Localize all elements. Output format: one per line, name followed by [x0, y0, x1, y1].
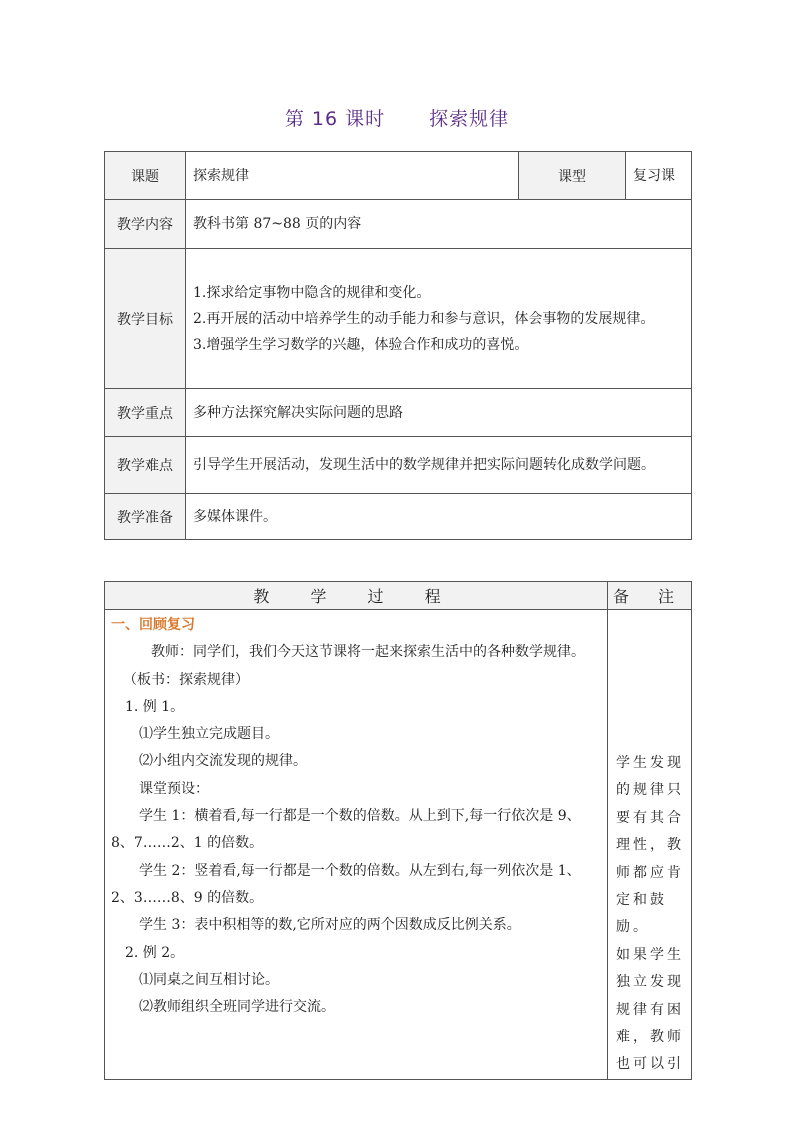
row-goals — [105, 249, 692, 389]
process-body-row — [105, 610, 692, 1080]
row-difficulty — [105, 437, 692, 494]
remark-line: 难，教师 — [616, 1029, 684, 1046]
student-answer: 学生 3：表中积相等的数,它所对应的两个因数成反比例关系。 — [139, 917, 521, 934]
goal-item: 1.探求给定事物中隐含的规律和变化。 — [193, 284, 431, 301]
remark-line: 理性，教 — [616, 837, 684, 854]
type-value: 复习课 — [626, 152, 692, 200]
key-value: 多种方法探究解决实际问题的思路 — [186, 389, 692, 437]
goals-list — [186, 249, 692, 389]
prep-label: 教学准备 — [105, 494, 186, 540]
row-prep — [105, 494, 692, 540]
example-step: ⑴学生独立完成题目。 — [139, 726, 279, 743]
remark-line: 也可以引 — [616, 1056, 684, 1073]
difficulty-label: 教学难点 — [105, 437, 186, 494]
preset-label: 课堂预设： — [139, 780, 209, 797]
remark-line: 如果学生 — [616, 946, 684, 963]
lesson-name: 探索规律 — [429, 108, 510, 130]
type-label: 课型 — [519, 152, 626, 200]
row-content — [105, 200, 692, 249]
key-label: 教学重点 — [105, 389, 186, 437]
example-step: ⑵小组内交流发现的规律。 — [139, 753, 307, 770]
teacher-intro: 教师：同学们，我们今天这节课将一起来探索生活中的各种数学规律。（板书：探索规律） — [123, 644, 585, 688]
row-topic — [105, 152, 692, 200]
prep-value: 多媒体课件。 — [186, 494, 692, 540]
remark-line: 要有其合 — [616, 809, 684, 826]
teaching-process-table — [104, 581, 692, 1080]
example-title: 2. 例 2。 — [125, 944, 185, 961]
remark-line: 定和鼓励。 — [616, 892, 667, 936]
content-label: 教学内容 — [105, 200, 186, 249]
example-title: 1. 例 1。 — [125, 698, 185, 715]
remark-content — [608, 610, 692, 1080]
remark-line: 学生发现 — [616, 755, 684, 771]
topic-label: 课题 — [105, 152, 186, 200]
process-header-row — [105, 582, 692, 610]
remark-line: 独立发现 — [616, 974, 684, 991]
goals-label: 教学目标 — [105, 249, 186, 389]
remark-line: 的规律只 — [616, 782, 684, 799]
student-answer: 学生 1：横着看,每一行都是一个数的倍数。从上到下,每一行依次是 9、8、7……2、1 的倍数。 — [111, 808, 581, 852]
goal-item: 2.再开展的活动中培养学生的动手能力和参与意识，体会事物的发展规律。 — [193, 310, 655, 327]
section-title: 一、回顾复习 — [111, 617, 195, 633]
process-header: 教 学 过 程 — [105, 582, 608, 610]
lesson-info-table — [104, 151, 692, 540]
example-step: ⑵教师组织全班同学进行交流。 — [139, 999, 335, 1016]
example-step: ⑴同桌之间互相讨论。 — [139, 971, 279, 988]
topic-value: 探索规律 — [186, 152, 519, 200]
process-content — [105, 610, 608, 1080]
difficulty-value: 引导学生开展活动，发现生活中的数学规律并把实际问题转化成数学问题。 — [186, 437, 692, 494]
student-answer: 学生 2：竖着看,每一行都是一个数的倍数。从左到右,每一列依次是 1、2、3……8、9 的倍数。 — [111, 862, 581, 906]
goal-item: 3.增强学生学习数学的兴趣，体验合作和成功的喜悦。 — [193, 336, 529, 353]
remark-line: 师都应肯 — [616, 864, 684, 881]
lesson-number: 第 16 课时 — [284, 108, 386, 130]
page-title — [0, 104, 794, 131]
row-key — [105, 389, 692, 437]
remark-header: 备 注 — [608, 582, 692, 610]
remark-line: 规律有困 — [616, 1001, 684, 1018]
content-value: 教科书第 87~88 页的内容 — [186, 200, 692, 249]
